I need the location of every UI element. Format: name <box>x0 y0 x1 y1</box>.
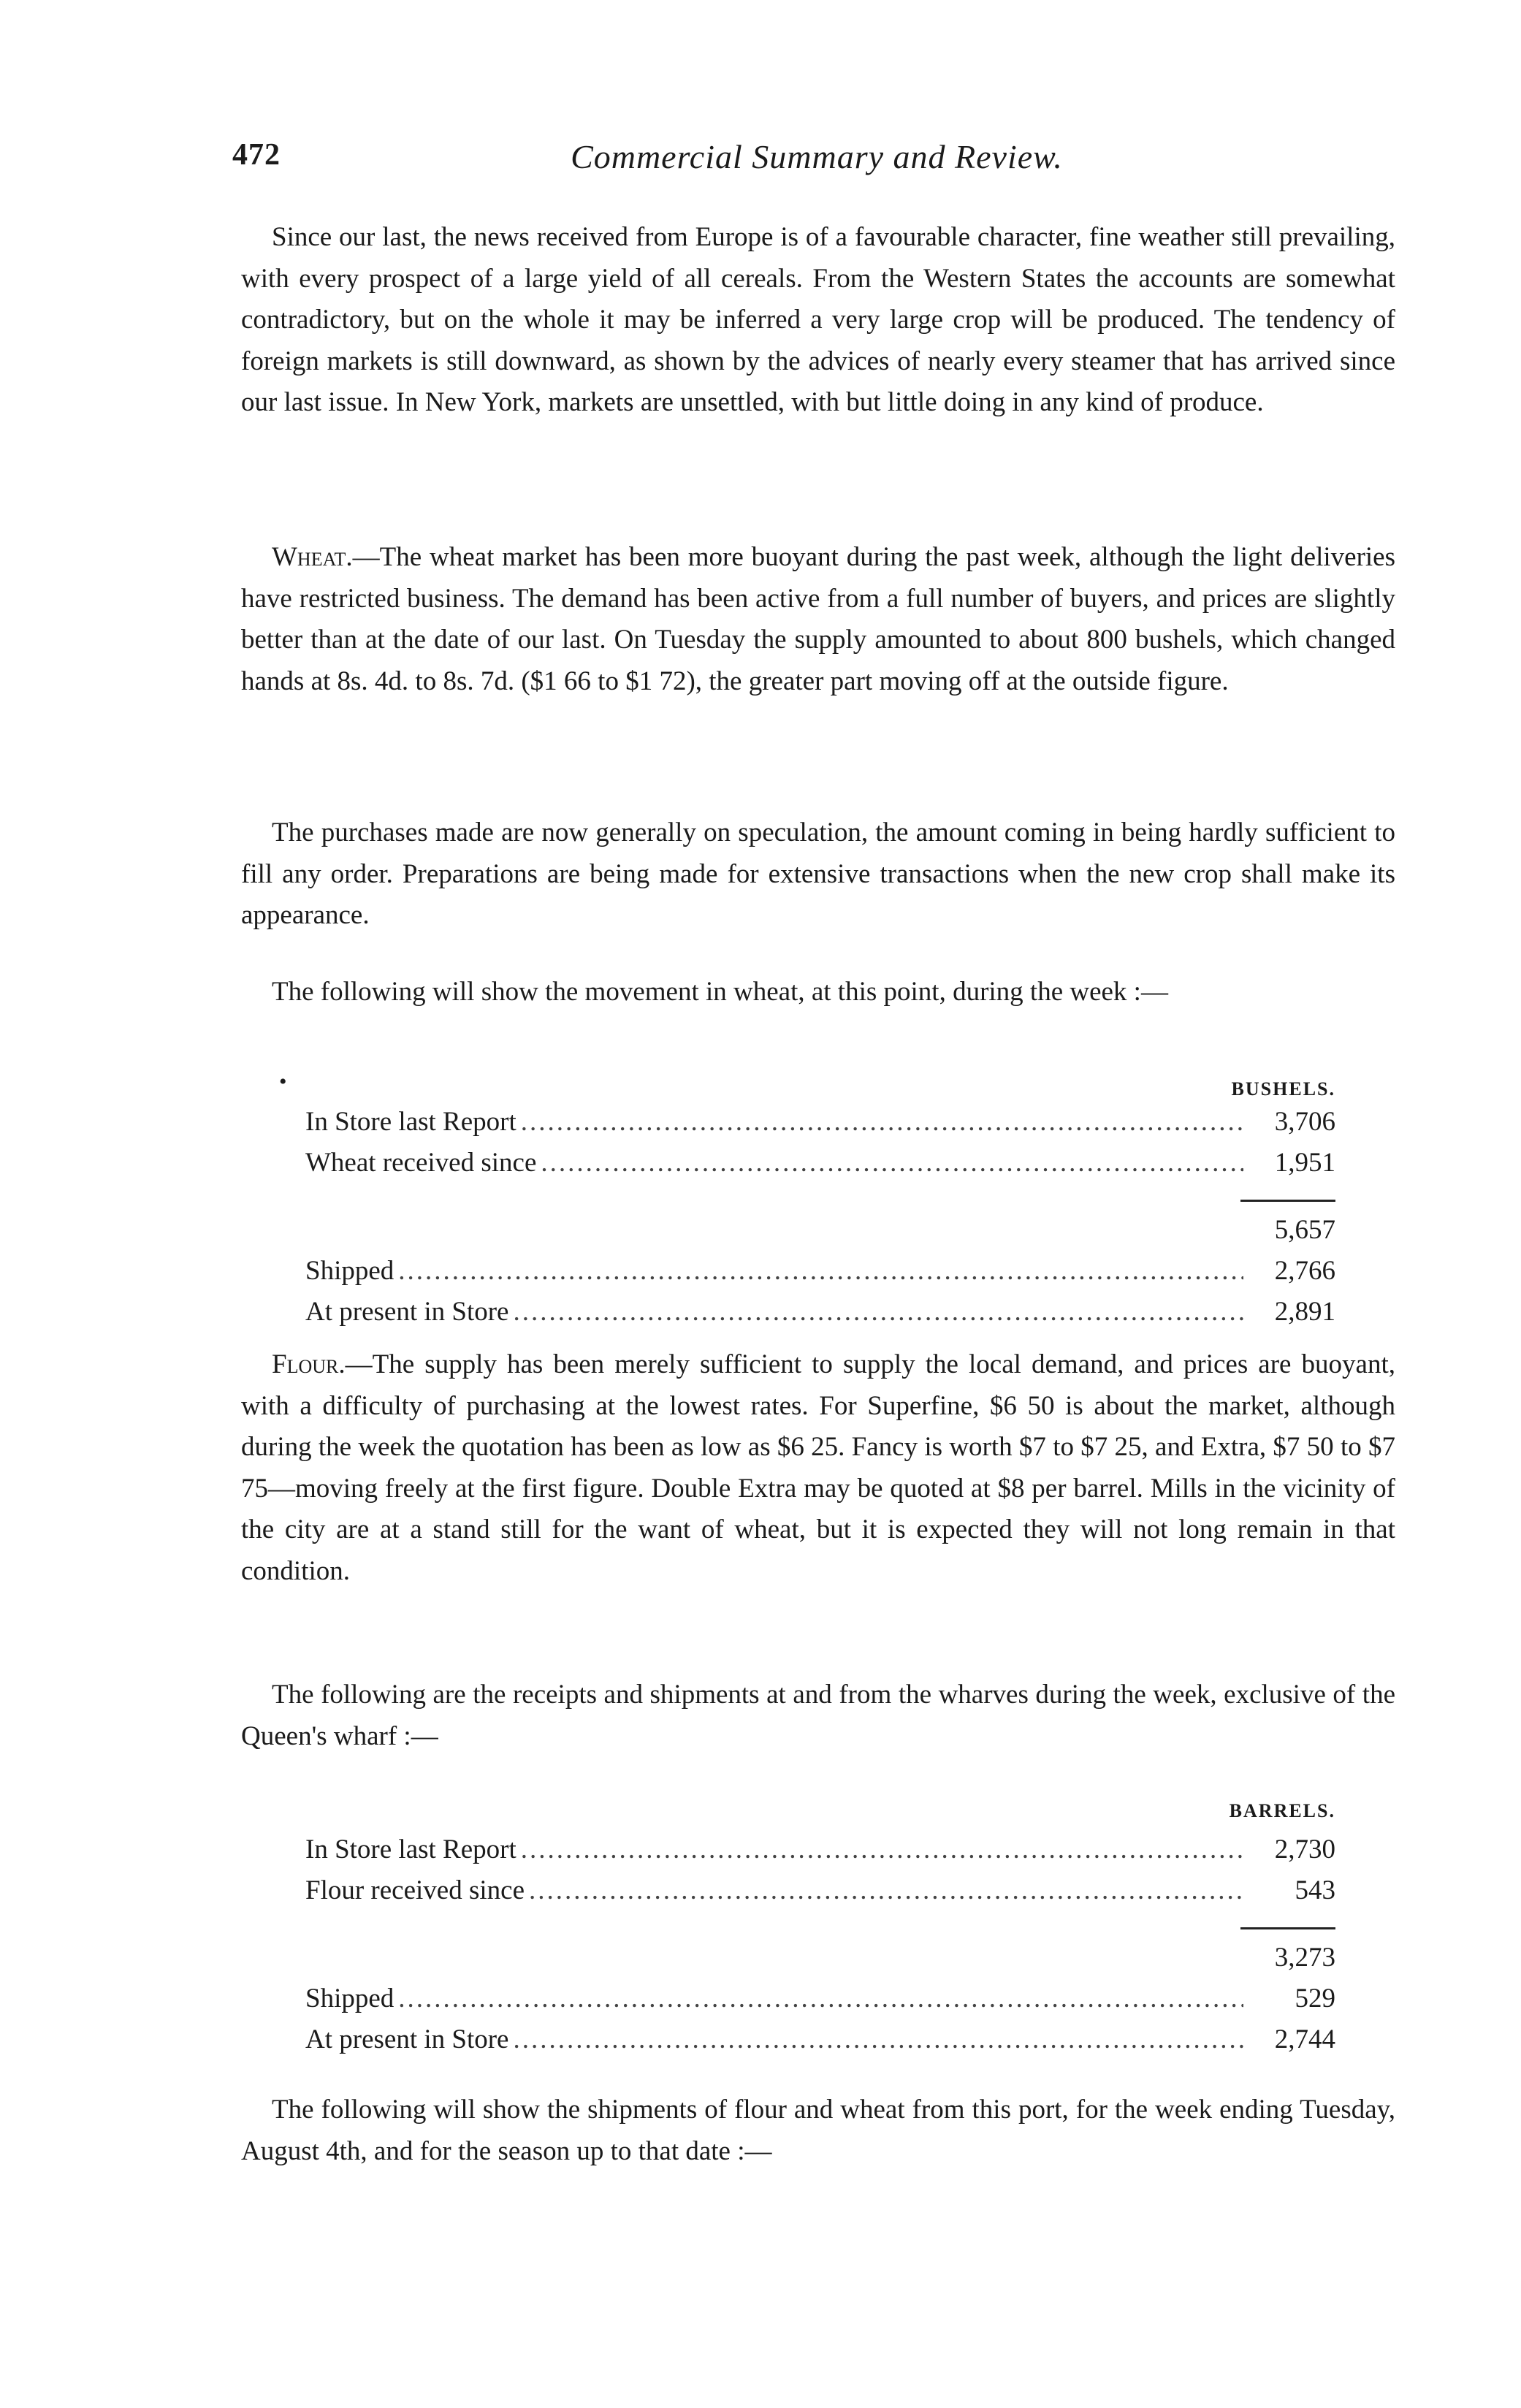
ledger-row: At present in Store ..... 2,891 <box>305 1296 1335 1337</box>
paragraph-wharves-intro <box>241 1674 1395 1757</box>
ledger-row: Wheat received since ..... 1,951 <box>305 1147 1335 1188</box>
ledger-total-row: 3,273 <box>1274 1943 1335 1973</box>
paragraph-shipments-intro <box>241 2089 1395 2172</box>
running-title: Commercial Summary and Review. <box>571 138 1063 175</box>
ledger-row: In Store last Report ..... 2,730 <box>305 1834 1335 1875</box>
unit-label-bushels: BUSHELS. <box>1231 1078 1335 1100</box>
paragraph-text: The following will show the movement in wheat, at this point, during the week :— <box>272 977 1168 1007</box>
section-heading-wheat: Wheat. <box>272 542 353 572</box>
paragraph-text: —The supply has been merely sufficient to supply the local demand, and prices are buoyant, with a difficulty of purchasing at the lowest rates. For Superfine, $6 50 is about the market, although during the week the quotation has been as low as $6 25. Fancy is worth $7 to $7 25, and Extra, $7 50 to $7 75—moving freely at the first figure. Double Extra may be quoted at $8 per barrel. Mills in the vicinity of the city are at a stand still for the want of wheat, but it is expected they will not long remain in that condition. <box>241 1349 1395 1586</box>
paragraph-europe-news <box>241 217 1395 424</box>
page-number: 472 <box>232 138 281 172</box>
unit-label-barrels: BARRELS. <box>1229 1800 1335 1821</box>
stray-bullet-mark: • <box>279 1070 287 1094</box>
paragraph-wheat-movement-intro <box>241 972 1395 1013</box>
paragraph-flour <box>241 1344 1395 1592</box>
ledger-row: In Store last Report ..... 3,706 <box>305 1106 1335 1147</box>
ledger-row: Flour received since ..... 543 <box>305 1875 1335 1916</box>
ledger-row: Shipped ..... 529 <box>305 1983 1335 2024</box>
paragraph-text: The following will show the shipments of flour and wheat from this port, for the week ending Tuesday, August 4th, and for the season up to that date :— <box>241 2095 1395 2166</box>
ledger-row: At present in Store ..... 2,744 <box>305 2024 1335 2065</box>
paragraph-text: The following are the receipts and shipments at and from the wharves during the week, exclusive of the Queen's wharf :— <box>241 1680 1395 1751</box>
paragraph-purchases <box>241 812 1395 937</box>
paragraph-wheat <box>241 537 1395 702</box>
section-heading-flour: Flour. <box>272 1349 346 1379</box>
sum-rule <box>1240 1200 1335 1202</box>
paragraph-text: —The wheat market has been more buoyant during the past week, although the light deliveries have restricted business. The demand has been active from a full number of buyers, and prices are slightly better than at the date of our last. On Tuesday the supply amounted to about 800 bushels, which changed hands at 8s. 4d. to 8s. 7d. ($1 66 to $1 72), the greater part moving off at the outside figure. <box>241 542 1395 696</box>
sum-rule <box>1240 1927 1335 1929</box>
wheat-ledger <box>305 1074 1335 1352</box>
ledger-row: Shipped ..... 2,766 <box>305 1255 1335 1296</box>
paragraph-text: Since our last, the news received from Europe is of a favourable character, fine weather still prevailing, with every prospect of a large yield of all cereals. From the Western States the accounts are somewhat contradictory, but on the whole it may be inferred a very large crop will be produced. The tendency of foreign markets is still downward, as shown by the advices of nearly every steamer that has arrived since our last issue. In New York, markets are unsettled, with but little doing in any kind of produce. <box>241 222 1395 417</box>
flour-ledger <box>305 1796 1335 2081</box>
paragraph-text: The purchases made are now generally on speculation, the amount coming in being hardly sufficient to fill any order. Preparations are being made for extensive transactions when the new crop shall make its appearance. <box>241 818 1395 930</box>
ledger-total-row: 5,657 <box>1274 1215 1335 1245</box>
page-header <box>232 137 1401 196</box>
